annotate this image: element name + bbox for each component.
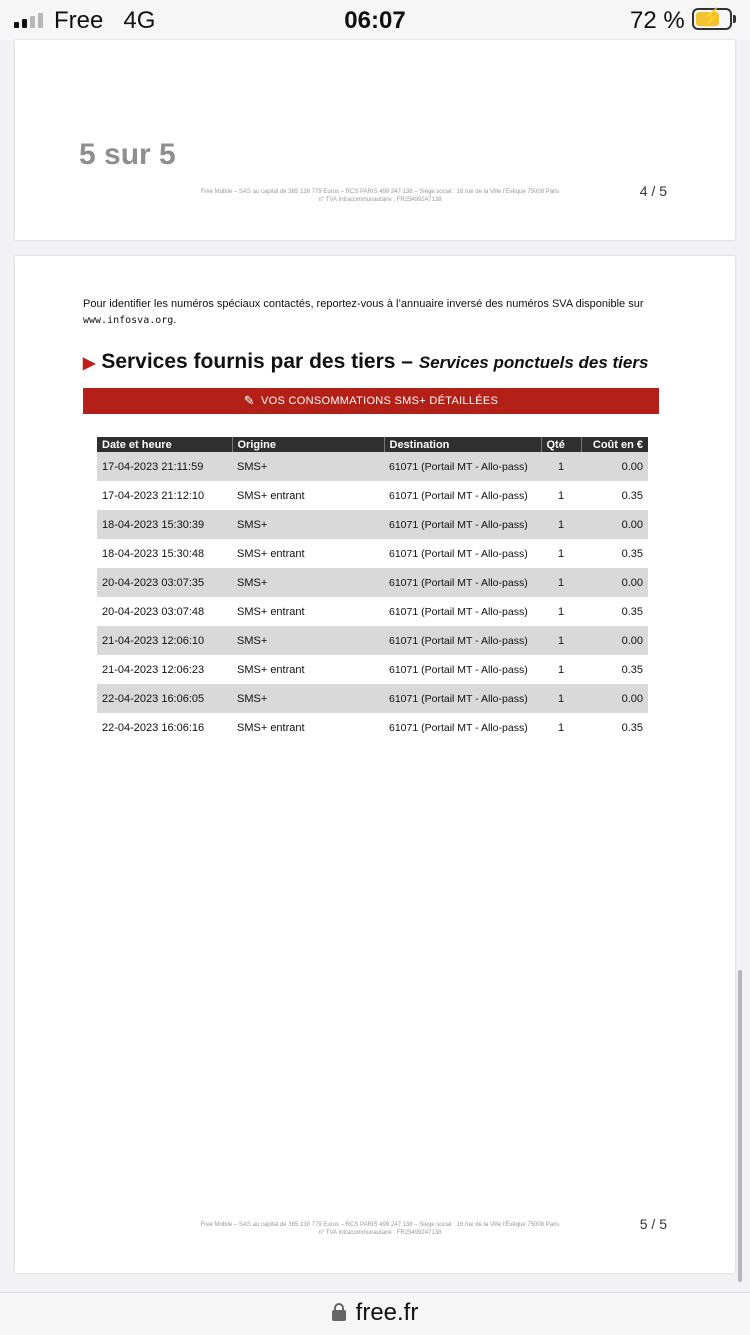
- battery-tip: [733, 15, 736, 23]
- cell-qty: 1: [541, 597, 581, 626]
- pencil-icon: ✎: [243, 393, 255, 408]
- vertical-scrollbar[interactable]: [738, 970, 742, 1282]
- carrier-name: Free: [54, 7, 104, 34]
- cell-origin: SMS+: [232, 626, 384, 655]
- table-row: [97, 684, 648, 713]
- table-body: [97, 452, 648, 742]
- sms-details-banner: [83, 388, 659, 414]
- cell-date: 18-04-2023 15:30:39: [97, 510, 232, 539]
- pdf-page-5: [15, 256, 735, 1273]
- browser-address-bar[interactable]: [0, 1292, 750, 1335]
- cell-destination: 61071 (Portail MT - Allo-pass): [384, 510, 541, 539]
- cell-destination: 61071 (Portail MT - Allo-pass): [384, 684, 541, 713]
- cell-origin: SMS+: [232, 510, 384, 539]
- url-display[interactable]: [0, 1299, 750, 1327]
- cell-cost: 0.00: [581, 568, 648, 597]
- cell-date: 17-04-2023 21:12:10: [97, 481, 232, 510]
- cell-qty: 1: [541, 481, 581, 510]
- intro-text: Pour identifier les numéros spéciaux contactés, reportez-vous à l’annuaire inversé des numéros SVA disponible sur: [83, 298, 644, 310]
- cell-cost: 0.00: [581, 452, 648, 481]
- column-header-origin: Origine: [232, 437, 384, 452]
- cell-cost: 0.35: [581, 539, 648, 568]
- cell-origin: SMS+ entrant: [232, 655, 384, 684]
- cell-destination: 61071 (Portail MT - Allo-pass): [384, 655, 541, 684]
- url-text[interactable]: free.fr: [355, 1299, 419, 1326]
- infosva-link[interactable]: www.infosva.org: [83, 315, 174, 326]
- legal-footer-line: n° TVA Intracommunautaire : FR25499247138: [318, 1230, 442, 1236]
- page-indicator: 5 sur 5: [79, 138, 176, 171]
- cell-cost: 0.35: [581, 597, 648, 626]
- cell-origin: SMS+: [232, 452, 384, 481]
- table-row: [97, 655, 648, 684]
- charging-bolt-icon: ⚡: [700, 7, 724, 27]
- cell-cost: 0.35: [581, 713, 648, 742]
- cell-qty: 1: [541, 713, 581, 742]
- cell-destination: 61071 (Portail MT - Allo-pass): [384, 597, 541, 626]
- column-header-date: Date et heure: [97, 437, 232, 452]
- column-header-cost: Coût en €: [581, 437, 648, 452]
- table-header-row: [97, 437, 648, 452]
- cell-destination: 61071 (Portail MT - Allo-pass): [384, 539, 541, 568]
- cell-cost: 0.00: [581, 626, 648, 655]
- cell-origin: SMS+ entrant: [232, 597, 384, 626]
- legal-footer-line: Free Mobile – SAS au capital de 365 138 779 Euros – RCS PARIS 499 247 138 – Siège social : 16 rue de la Ville l'Évêque 75008 Paris: [200, 189, 560, 195]
- section-title: [83, 350, 648, 374]
- column-header-qty: Qté: [541, 437, 581, 452]
- column-header-destination: Destination: [384, 437, 541, 452]
- cell-date: 18-04-2023 15:30:48: [97, 539, 232, 568]
- table-row: [97, 626, 648, 655]
- cell-date: 21-04-2023 12:06:10: [97, 626, 232, 655]
- cell-destination: 61071 (Portail MT - Allo-pass): [384, 568, 541, 597]
- legal-footer: [170, 1221, 590, 1237]
- cell-date: 22-04-2023 16:06:05: [97, 684, 232, 713]
- cell-qty: 1: [541, 510, 581, 539]
- cell-destination: 61071 (Portail MT - Allo-pass): [384, 713, 541, 742]
- table-row: [97, 568, 648, 597]
- section-title-text: Services fournis par des tiers –: [101, 350, 413, 373]
- battery-charging-icon: [692, 8, 732, 30]
- section-subtitle: Services ponctuels des tiers: [418, 353, 649, 372]
- cell-qty: 1: [541, 568, 581, 597]
- table-row: [97, 597, 648, 626]
- cell-qty: 1: [541, 539, 581, 568]
- cell-qty: 1: [541, 684, 581, 713]
- cell-origin: SMS+ entrant: [232, 539, 384, 568]
- sms-details-table: [97, 437, 648, 742]
- table-row: [97, 510, 648, 539]
- page-number: 5 / 5: [639, 1216, 667, 1232]
- legal-footer-line: Free Mobile – SAS au capital de 365 138 779 Euros – RCS PARIS 499 247 138 – Siège social : 16 rue de la Ville l'Évêque 75008 Paris: [200, 1222, 560, 1228]
- cell-date: 21-04-2023 12:06:23: [97, 655, 232, 684]
- cell-destination: 61071 (Portail MT - Allo-pass): [384, 452, 541, 481]
- triangle-right-icon: ▶: [83, 355, 96, 372]
- cell-qty: 1: [541, 626, 581, 655]
- battery-percent: 72 %: [630, 7, 685, 34]
- intro-paragraph: [83, 296, 683, 329]
- banner-label: VOS CONSOMMATIONS SMS+ DÉTAILLÉES: [261, 395, 499, 407]
- clock: 06:07: [344, 7, 406, 34]
- cell-destination: 61071 (Portail MT - Allo-pass): [384, 626, 541, 655]
- cell-origin: SMS+ entrant: [232, 713, 384, 742]
- cell-cost: 0.35: [581, 481, 648, 510]
- cell-cost: 0.35: [581, 655, 648, 684]
- pdf-page-4: [15, 40, 735, 240]
- intro-end: .: [173, 314, 177, 326]
- table-row: [97, 539, 648, 568]
- table-row: [97, 713, 648, 742]
- network-type: 4G: [123, 7, 156, 34]
- legal-footer: [170, 188, 590, 204]
- cell-cost: 0.00: [581, 510, 648, 539]
- cell-date: 17-04-2023 21:11:59: [97, 452, 232, 481]
- cell-destination: 61071 (Portail MT - Allo-pass): [384, 481, 541, 510]
- cell-qty: 1: [541, 655, 581, 684]
- cell-date: 20-04-2023 03:07:48: [97, 597, 232, 626]
- cell-origin: SMS+: [232, 684, 384, 713]
- lock-icon: [332, 1303, 346, 1321]
- cell-cost: 0.00: [581, 684, 648, 713]
- cell-date: 22-04-2023 16:06:16: [97, 713, 232, 742]
- table-row: [97, 481, 648, 510]
- cell-origin: SMS+ entrant: [232, 481, 384, 510]
- cell-origin: SMS+: [232, 568, 384, 597]
- cell-date: 20-04-2023 03:07:35: [97, 568, 232, 597]
- cell-qty: 1: [541, 452, 581, 481]
- page-number: 4 / 5: [639, 183, 667, 199]
- table-row: [97, 452, 648, 481]
- status-bar: [0, 0, 750, 40]
- legal-footer-line: n° TVA Intracommunautaire : FR25499247138: [318, 197, 442, 203]
